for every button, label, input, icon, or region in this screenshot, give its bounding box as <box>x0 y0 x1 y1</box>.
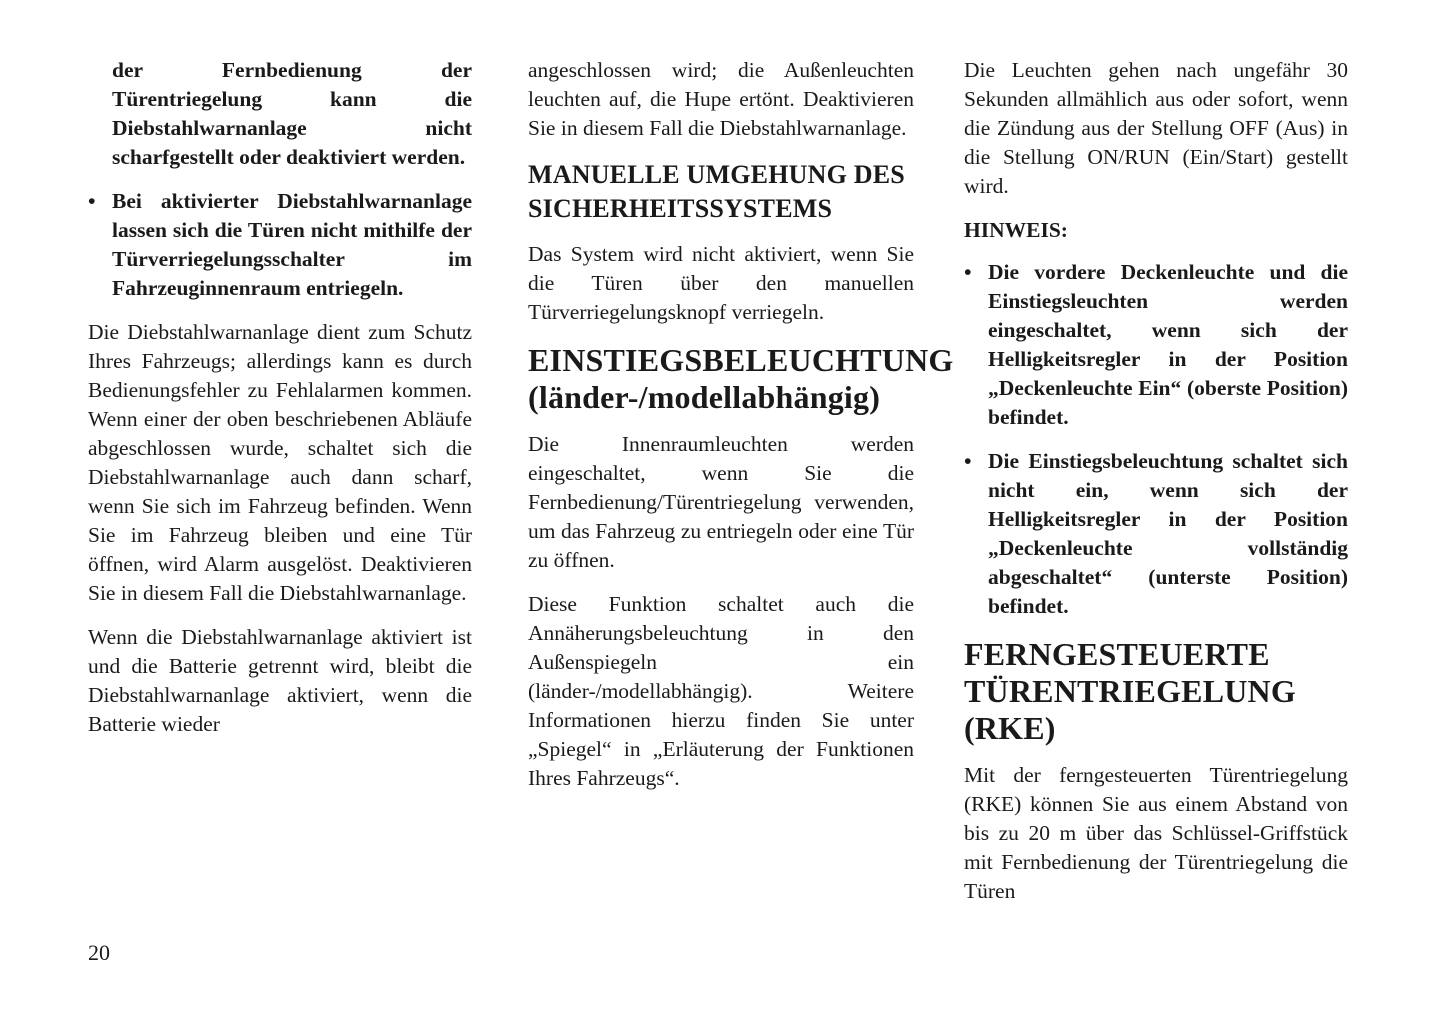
paragraph-approach-lighting: Diese Funktion schaltet auch die Annäherungsbeleuchtung in den Außenspiegeln ein (länder-/modellabhängig). Weitere Informationen hierzu finden Sie unter „Spiegel“ in „Erläuterung der Funktionen Ihres Fahrzeugs“. <box>528 592 914 790</box>
paragraph-interior-lights: Die Innenraumleuchten werden eingeschaltet, wenn Sie die Fernbedienung/Türentriegelung verwenden, um das Fahrzeug zu entriegeln oder eine Tür zu öffnen. <box>528 432 914 572</box>
column-right <box>964 56 1348 921</box>
bullet-text: Bei aktivierter Diebstahlwarnanlage lassen sich die Türen nicht mithilfe der Türverriegelungsschalter im Fahrzeuginnenraum entriegeln. <box>112 189 472 300</box>
heading-manual-override: MANUELLE UMGEHUNG DES SICHERHEITSSYSTEMS <box>528 160 905 223</box>
continued-bullet-text: der Fernbedienung der Türentriegelung kann die Diebstahlwarnanlage nicht scharfgestellt oder deaktiviert werden. <box>112 58 472 169</box>
note-label: HINWEIS: <box>964 218 1068 242</box>
paragraph-lights-off: Die Leuchten gehen nach ungefähr 30 Sekunden allmählich aus oder sofort, wenn die Zündung aus der Stellung OFF (Aus) in die Stellung ON/RUN (Ein/Start) gestellt wird. <box>964 58 1348 198</box>
bullet-symbol: • <box>964 260 972 284</box>
bullet-text: Die Einstiegsbeleuchtung schaltet sich nicht ein, wenn sich der Helligkeitsregler in der Position „Deckenleuchte vollständig abgeschaltet“ (unterste Position) befindet. <box>988 449 1348 618</box>
bullet-text: Die vordere Deckenleuchte und die Einstiegsleuchten werden eingeschaltet, wenn sich der Helligkeitsregler in der Position „Deckenleuchte Ein“ (oberste Position) befindet. <box>988 260 1348 429</box>
column-middle <box>528 56 954 808</box>
paragraph-rke: Mit der ferngesteuerten Türentriegelung (RKE) können Sie aus einem Abstand von bis zu 20 m über das Schlüssel-Griffstück mit Fernbedienung der Türentriegelung die Türen <box>964 763 1348 903</box>
bullet-item-door-switches <box>88 187 472 303</box>
paragraph-alarm-purpose: Die Diebstahlwarnanlage dient zum Schutz Ihres Fahrzeugs; allerdings kann es durch Bedienungsfehler zu Fehlalarmen kommen. Wenn einer der oben beschriebenen Abläufe abgeschlossen wurde, schaltet sich die Diebstahlwarnanlage auch dann scharf, wenn Sie sich im Fahrzeug befinden. Wenn Sie im Fahrzeug bleiben und eine Tür öffnen, wird Alarm ausgelöst. Deaktivieren Sie in diesem Fall die Diebstahlwarnanlage. <box>88 320 472 605</box>
heading-rke: FERNGESTEUERTE TÜRENTRIEGELUNG (RKE) <box>964 636 1296 746</box>
bullet-item-dome-light-on <box>964 258 1348 432</box>
paragraph-manual-lock: Das System wird nicht aktiviert, wenn Sie die Türen über den manuellen Türverriegelungsknopf verriegeln. <box>528 242 914 324</box>
bullet-symbol: • <box>88 189 96 213</box>
page-number: 20 <box>88 940 110 965</box>
paragraph-battery: Wenn die Diebstahlwarnanlage aktiviert ist und die Batterie getrennt wird, bleibt die Diebstahlwarnanlage aktiviert, wenn die Batterie wieder <box>88 625 472 736</box>
heading-illuminated-entry: EINSTIEGSBELEUCHTUNG (länder-/modellabhängig) <box>528 342 954 415</box>
bullet-item-dome-light-off <box>964 447 1348 621</box>
bullet-symbol: • <box>964 449 972 473</box>
column-left <box>88 56 472 754</box>
paragraph-continued: angeschlossen wird; die Außenleuchten leuchten auf, die Hupe ertönt. Deaktivieren Sie in diesem Fall die Diebstahlwarnanlage. <box>528 58 914 140</box>
